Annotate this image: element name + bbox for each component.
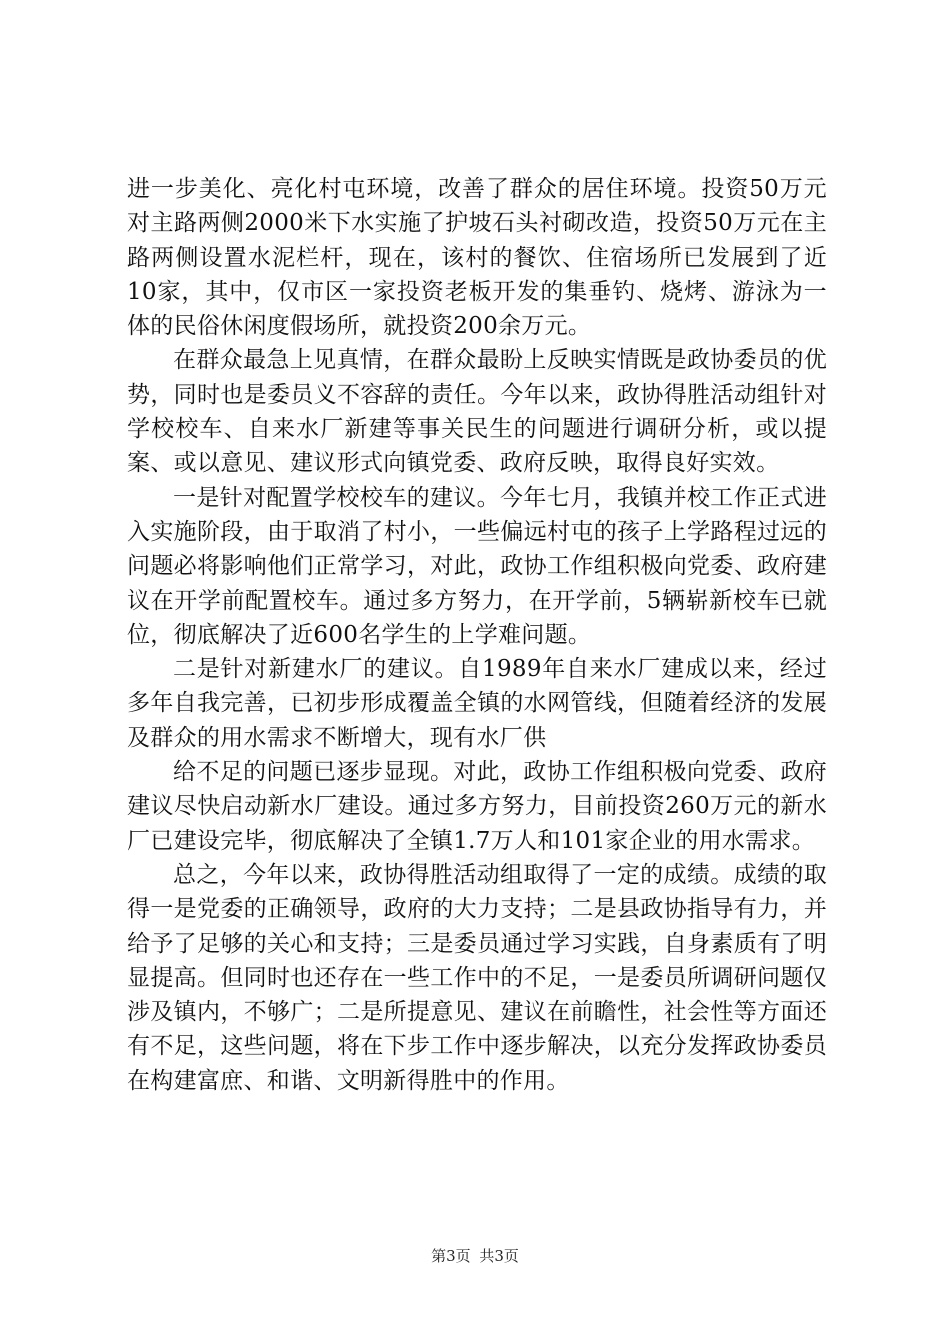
document-body: [127, 172, 827, 1098]
paragraph: 在群众最急上见真情，在群众最盼上反映实情既是政协委员的优势，同时也是委员义不容辞的责任。今年以来，政协得胜活动组针对学校校车、自来水厂新建等事关民生的问题进行调研分析，或以提案、或以意见、建议形式向镇党委、政府反映，取得良好实效。: [127, 347, 827, 477]
page-footer: [0, 1245, 950, 1266]
paragraph: 一是针对配置学校校车的建议。今年七月，我镇并校工作正式进入实施阶段，由于取消了村小，一些偏远村屯的孩子上学路程过远的问题必将影响他们正常学习，对此，政协工作组积极向党委、政府建议在开学前配置校车。通过多方努力，在开学前，5辆崭新校车已就位，彻底解决了近600名学生的上学难问题。: [127, 484, 827, 648]
paragraph: 给不足的问题已逐步显现。对此，政协工作组积极向党委、政府建议尽快启动新水厂建设。通过多方努力，目前投资260万元的新水厂已建设完毕，彻底解决了全镇1.7万人和101家企业的用水需求。: [127, 759, 827, 854]
paragraph: 总之，今年以来，政协得胜活动组取得了一定的成绩。成绩的取得一是党委的正确领导，政府的大力支持；二是县政协指导有力，并给予了足够的关心和支持；三是委员通过学习实践，自身素质有了明显提高。但同时也还存在一些工作中的不足，一是委员所调研问题仅涉及镇内，不够广；二是所提意见、建议在前瞻性，社会性等方面还有不足，这些问题，将在下步工作中逐步解决，以充分发挥政协委员在构建富庶、和谐、文明新得胜中的作用。: [127, 861, 827, 1094]
paragraph: 进一步美化、亮化村屯环境，改善了群众的居住环境。投资50万元对主路两侧2000米下水实施了护坡石头衬砌改造，投资50万元在主路两侧设置水泥栏杆，现在，该村的餐饮、住宿场所已发展到了近10家，其中，仅市区一家投资老板开发的集垂钓、烧烤、游泳为一体的民俗休闲度假场所，就投资200余万元。: [127, 176, 827, 340]
paragraph: 二是针对新建水厂的建议。自1989年自来水厂建成以来，经过多年自我完善，已初步形成覆盖全镇的水网管线，但随着经济的发展及群众的用水需求不断增大，现有水厂供: [127, 656, 827, 751]
page-number: 第3页: [431, 1247, 471, 1265]
page-total: 共3页: [479, 1247, 519, 1265]
